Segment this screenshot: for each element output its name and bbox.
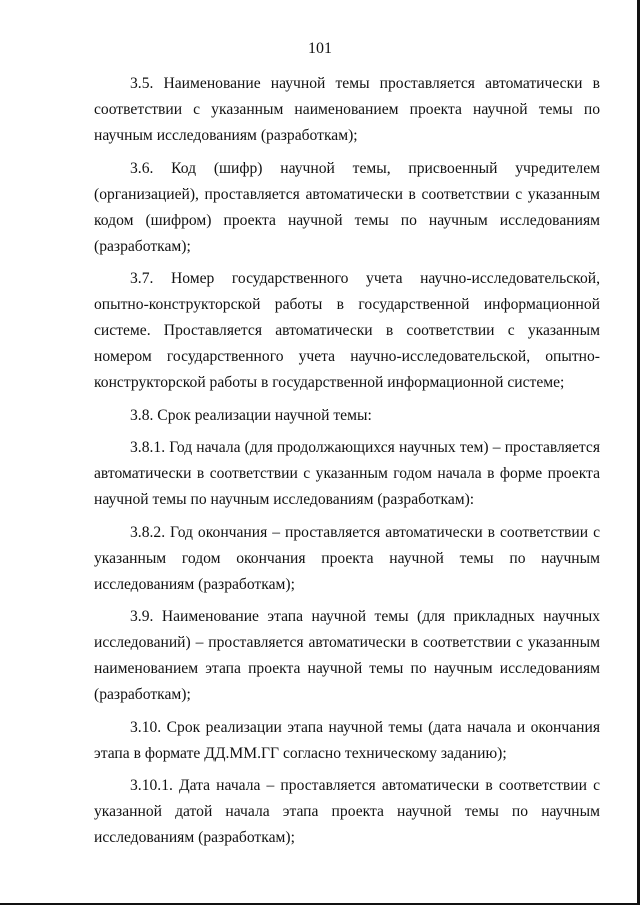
paragraph-3-10-1: 3.10.1. Дата начала – проставляется автоматически в соответствии с указанной датой начала этапа проекта научной темы по научным исследованиям (разработкам); [94,777,600,846]
paragraph-3-5: 3.5. Наименование научной темы проставляется автоматически в соответствии с указанным наименованием проекта научной темы по научным исследованиям (разработкам); [94,75,600,144]
paragraph-3-8-2: 3.8.2. Год окончания – проставляется автоматически в соответствии с указанным годом окончания проекта научной темы по научным исследованиям (разработкам); [94,523,600,593]
page-number: 101 [308,40,332,57]
paragraph-3-10: 3.10. Срок реализации этапа научной темы (дата начала и окончания этапа в формате ДД.ММ.ГГ согласно техническому заданию); [94,718,600,762]
paragraph-3-8-1: 3.8.1. Год начала (для продолжающихся научных тем) – проставляется автоматически в соответствии с указанным годом начала в форме проекта научной темы по научным исследованиям (разработкам): [94,439,600,508]
paragraph-3-6: 3.6. Код (шифр) научной темы, присвоенный учредителем (организацией), проставляется автоматически в соответствии с указанным кодом (шифром) проекта научной темы по научным исследованиям (разработкам); [94,159,600,255]
paragraph-3-7: 3.7. Номер государственного учета научно-исследовательской, опытно-конструкторской работы в государственной информационной системе. Проставляется автоматически в соответствии с указанным номером государственного учета научно-исследовательской, опытно-конструкторской работы в государственной информационной системе; [94,270,600,391]
paragraph-3-9: 3.9. Наименование этапа научной темы (для прикладных научных исследований) – проставляется автоматически в соответствии с указанным наименованием этапа проекта научной темы по научным исследованиям (разработкам); [94,608,600,703]
paragraph-3-8: 3.8. Срок реализации научной темы: [130,406,372,424]
document-body [94,71,600,858]
